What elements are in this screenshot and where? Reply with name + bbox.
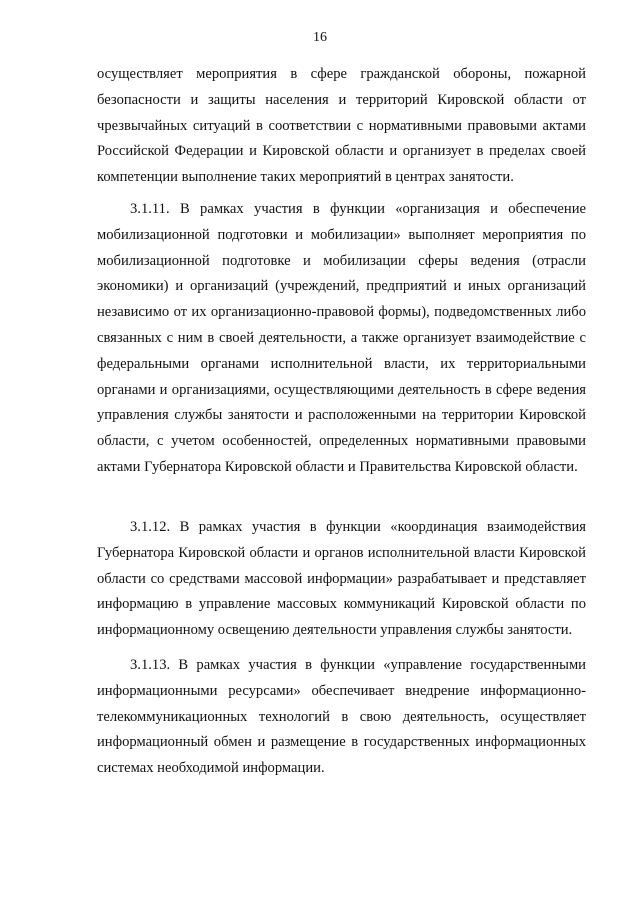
paragraph-3-1-13 — [97, 653, 586, 782]
paragraph-text: осуществляет мероприятия в сфере гражданской обороны, пожарной безопасности и защиты населения и территорий Кировской области от чрезвычайных ситуаций в соответствии с нормативными правовыми актами Российской Федерации и Кировской области и организует в пределах своей компетенции выполнение таких мероприятий в центрах занятости. — [97, 66, 586, 186]
paragraph-3-1-11 — [97, 197, 586, 481]
paragraph-text: 3.1.11. В рамках участия в функции «организация и обеспечение мобилизационной подготовки и мобилизации» выполняет мероприятия по мобилизационной подготовке и мобилизации сферы ведения (отрасли экономики) и организаций (учреждений, предприятий и иных организаций независимо от их организационно-правовой формы), подведомственных либо связанных с ним в своей деятельности, а также организует взаимодействие с федеральными органами исполнительной власти, их территориальными органами и организациями, осуществляющими деятельность в сфере ведения управления службы занятости и расположенными на территории Кировской области, с учетом особенностей, определенных нормативными правовыми актами Губернатора Кировской области и Правительства Кировской области. — [97, 201, 586, 475]
page-number: 16 — [313, 30, 327, 45]
paragraph-civil-defense — [97, 62, 586, 191]
paragraph-3-1-12 — [97, 515, 586, 644]
paragraph-text: 3.1.12. В рамках участия в функции «координация взаимодействия Губернатора Кировской области и органов исполнительной власти Кировской области со средствами массовой информации» разрабатывает и представляет информацию в управление массовых коммуникаций Кировской области по информационному освещению деятельности управления службы занятости. — [97, 519, 586, 639]
paragraph-text: 3.1.13. В рамках участия в функции «управление государственными информационными ресурсами» обеспечивает внедрение информационно-телекоммуникационных технологий в свою деятельность, осуществляет информационный обмен и размещение в государственных информационных системах необходимой информации. — [97, 657, 586, 777]
